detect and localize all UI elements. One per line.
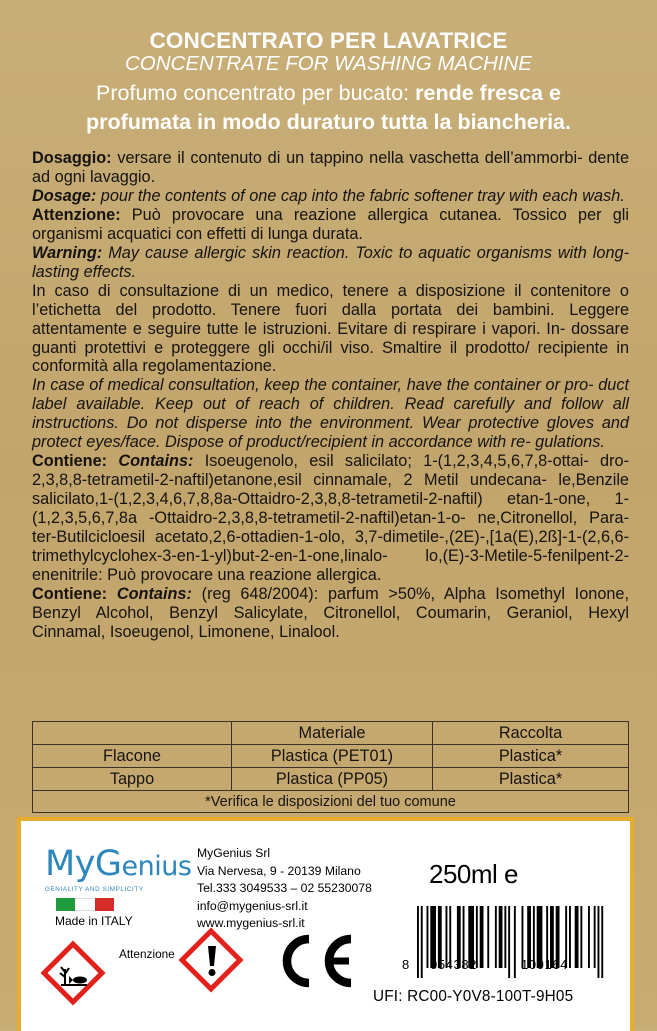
company-info bbox=[197, 845, 372, 933]
company-website: www.mygenius-srl.it bbox=[197, 916, 305, 930]
barcode-bar bbox=[514, 906, 516, 978]
barcode-bar bbox=[495, 906, 497, 968]
logo-wordmark bbox=[45, 844, 192, 884]
barcode-digits-left: 054382 bbox=[430, 957, 477, 972]
warning-it bbox=[32, 206, 629, 244]
contains-label-en: Contains: bbox=[118, 452, 194, 471]
barcode-bar bbox=[504, 906, 506, 968]
instructions-it: In caso di consultazione di un medico, tenere a disposizione il contenitore o l’etichetta del prodotto. Tenere fuori dalla portata dei bambini. Leggere attentamente e seguire tutte le istruzioni. Evitare di respirare i vapori. In- dossare guanti protettivi e proteggere gli occhi/il viso. Smaltire il prodotto/ recipiente in conformità alla regolamentazione. bbox=[32, 281, 629, 376]
contains-ingredients bbox=[32, 452, 629, 585]
company-email: info@mygenius-srl.it bbox=[197, 898, 308, 913]
barcode-bar bbox=[569, 906, 571, 968]
volume-label: 250ml e bbox=[429, 859, 518, 889]
attention-label: Attenzione bbox=[119, 947, 175, 961]
mygenius-logo bbox=[45, 844, 192, 893]
materials-table bbox=[32, 721, 629, 813]
barcode-bar bbox=[601, 906, 603, 978]
dosage-en-label: Dosage: bbox=[32, 186, 97, 205]
dosage-it-label: Dosaggio: bbox=[32, 149, 112, 167]
barcode-bar bbox=[580, 906, 582, 968]
contains2-label-it: Contiene: bbox=[32, 584, 108, 603]
dosage-en bbox=[32, 187, 629, 206]
italy-flag-icon bbox=[56, 898, 114, 911]
table-note: *Verifica le disposizioni del tuo comune bbox=[33, 791, 629, 813]
table-cell: Tappo bbox=[33, 768, 232, 791]
table-row bbox=[33, 768, 629, 791]
warning-it-label: Attenzione: bbox=[32, 205, 121, 224]
ufi-code: UFI: RC00-Y0V8-100T-9H05 bbox=[373, 988, 574, 1005]
logo-my: My bbox=[45, 844, 95, 884]
logo-rest: enius bbox=[121, 851, 192, 882]
barcode-bar bbox=[499, 906, 503, 968]
logo-g: G bbox=[94, 844, 122, 884]
barcode-bar bbox=[480, 906, 484, 968]
table-header-cell: Materiale bbox=[232, 722, 433, 745]
description-bold-2: profumata in modo duraturo tutta la biancheria. bbox=[86, 110, 571, 134]
table-cell: Plastica (PP05) bbox=[232, 768, 433, 791]
description-plain: Profumo concentrato per bucato: bbox=[96, 81, 416, 105]
barcode-digits-right: 100164 bbox=[521, 957, 568, 972]
barcode-bar bbox=[575, 906, 579, 968]
made-in-italy: Made in ITALY bbox=[55, 914, 133, 928]
info-panel bbox=[17, 817, 634, 1031]
environment-hazard-icon bbox=[41, 941, 107, 1007]
barcode-bar bbox=[417, 906, 419, 978]
warning-en-text: May cause allergic skin reaction. Toxic to aquatic organisms with long-lasting effects. bbox=[32, 243, 629, 281]
barcode-bar bbox=[427, 906, 429, 968]
barcode-digit-first: 8 bbox=[402, 957, 410, 972]
barcode-bar bbox=[487, 906, 489, 968]
logo-tagline: GENIALITY AND SIMPLICITY bbox=[45, 886, 144, 893]
warning-en-label: Warning: bbox=[32, 243, 103, 262]
contains-label-it: Contiene: bbox=[32, 452, 108, 471]
barcode-bar bbox=[421, 906, 423, 978]
table-row bbox=[33, 745, 629, 768]
warning-it-text: Può provocare una reazione allergica cutanea. Tossico per gli organismi acquatici con effetti di lunga durata. bbox=[32, 205, 629, 243]
company-phone: Tel.333 3049533 – 02 55230078 bbox=[197, 881, 372, 895]
instructions-en: In case of medical consultation, keep the container, have the container or pro- duct label available. Keep out of reach of children. Read carefully and follow all instructions. Do not disperse into the environment. Wear protective gloves and protect eyes/face. Dispose of product/recipient in accordance with re- gulations. bbox=[32, 376, 629, 452]
contains-allergens bbox=[32, 585, 629, 642]
table-header-cell: Raccolta bbox=[433, 722, 629, 745]
barcode-bar bbox=[598, 906, 600, 978]
table-cell: Plastica (PET01) bbox=[232, 745, 433, 768]
company-name: MyGenius Srl bbox=[197, 846, 271, 860]
description-bold-1: rende fresca e bbox=[415, 81, 561, 105]
table-cell: Plastica* bbox=[433, 768, 629, 791]
dosage-en-text: pour the contents of one cap into the fabric softener tray with each wash. bbox=[96, 186, 625, 205]
barcode-bar bbox=[588, 906, 590, 968]
dosage-it-text: versare il contenuto di un tappino nella vaschetta dell’ammorbi- dente ad ogni lavaggio. bbox=[32, 149, 629, 186]
ce-mark-icon bbox=[271, 933, 355, 994]
contains2-text: (reg 648/2004): parfum >50%, Alpha Isomethyl Ionone, Benzyl Alcohol, Benzyl Salicylate, Citronellol, Coumarin, Geraniol, Hexyl Cinnamal, Isoeugenol, Limonene, Linalool. bbox=[32, 584, 630, 641]
warning-en bbox=[32, 244, 629, 282]
table-cell: Flacone bbox=[33, 745, 232, 768]
barcode-bar bbox=[508, 906, 510, 978]
contains2-label-en: Contains: bbox=[116, 584, 192, 603]
table-note-row bbox=[33, 791, 629, 813]
company-address: Via Nervesa, 9 - 20139 Milano bbox=[197, 863, 361, 878]
contains-text: Isoeugenolo, esil salicilato; 1-(1,2,3,4,5,6,7,8-ottai- dro-2,3,8,8-tetrametil-2-naftil)etanone,esil cinnamale, 2 Metil undecana- le,Benzile salicilato,1-(1,2,3,4,6,7,8,8a-Ottaidro-2,3,8,8-tetrametil-2-naftil) etan-1-one, 1-(1,2,3,5,6,7,8a -Ottaidro-2,3,8,8-tetrametil-2-naftil)etan-1-o- ne,Citronellol, Para-ter-Butilcicloesil acetato,2,6-ottadien-1-olo, 3,7-dimetile-,(2E)-,[1a(E),2ß]-1-(2,6,6-trimethylcyclohex-3-en-1-yl)but-2-en-1-one,linalo- lo,(E)-3-Metile-5-fenilpent-2-enenitrile: Può provocare una reazione allergica. bbox=[32, 452, 629, 584]
product-subtitle: CONCENTRATE FOR WASHING MACHINE bbox=[125, 52, 532, 75]
exclamation-hazard-icon bbox=[179, 928, 245, 994]
product-title: CONCENTRATO PER LAVATRICE bbox=[149, 28, 508, 53]
table-header-row bbox=[33, 722, 629, 745]
barcode-bar bbox=[594, 906, 596, 968]
table-header-cell bbox=[33, 722, 232, 745]
product-description bbox=[0, 79, 657, 137]
dosage-it bbox=[32, 149, 629, 187]
label-body-text bbox=[32, 149, 629, 642]
table-cell: Plastica* bbox=[433, 745, 629, 768]
label-header bbox=[0, 28, 657, 137]
